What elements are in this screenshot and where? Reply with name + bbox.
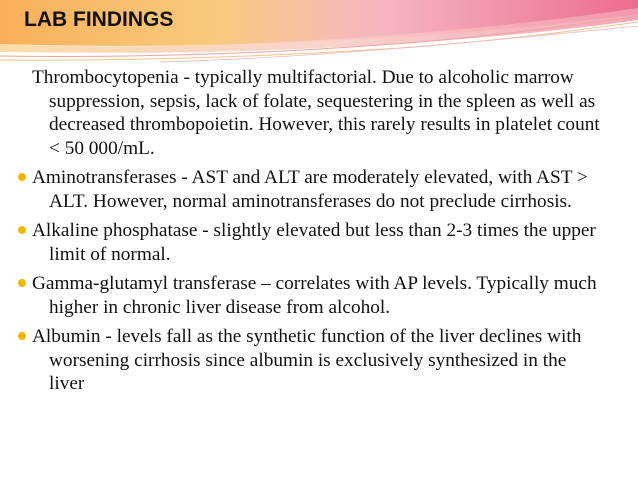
- bullet-icon: [18, 332, 26, 340]
- bullet-text: Alkaline phosphatase - slightly elevated but less than 2-3 times the upper limit of normal.: [32, 220, 596, 265]
- slide-body: [32, 66, 604, 402]
- bullet-aminotransferases: [32, 166, 604, 213]
- bullet-text: Gamma-glutamyl transferase – correlates with AP levels. Typically much higher in chronic liver disease from alcohol.: [32, 273, 597, 318]
- bullet-icon: [18, 279, 26, 287]
- bullet-albumin: [32, 325, 604, 396]
- bullet-alkaline-phosphatase: [32, 219, 604, 266]
- bullet-icon: [18, 173, 26, 181]
- paragraph-text: Thrombocytopenia - typically multifactorial. Due to alcoholic marrow suppression, sepsis, lack of folate, sequestering in the spleen as well as decreased thrombopoietin. However, this rarely results in platelet count < 50 000/mL.: [32, 67, 600, 159]
- bullet-text: Albumin - levels fall as the synthetic function of the liver declines with worsening cirrhosis since albumin is exclusively synthesized in the liver: [32, 326, 582, 394]
- paragraph-thrombocytopenia: [32, 66, 604, 160]
- bullet-gamma-glutamyl: [32, 272, 604, 319]
- page-title: LAB FINDINGS: [24, 8, 174, 31]
- bullet-icon: [18, 226, 26, 234]
- bullet-text: Aminotransferases - AST and ALT are moderately elevated, with AST > ALT. However, normal aminotransferases do not preclude cirrhosis.: [32, 167, 588, 212]
